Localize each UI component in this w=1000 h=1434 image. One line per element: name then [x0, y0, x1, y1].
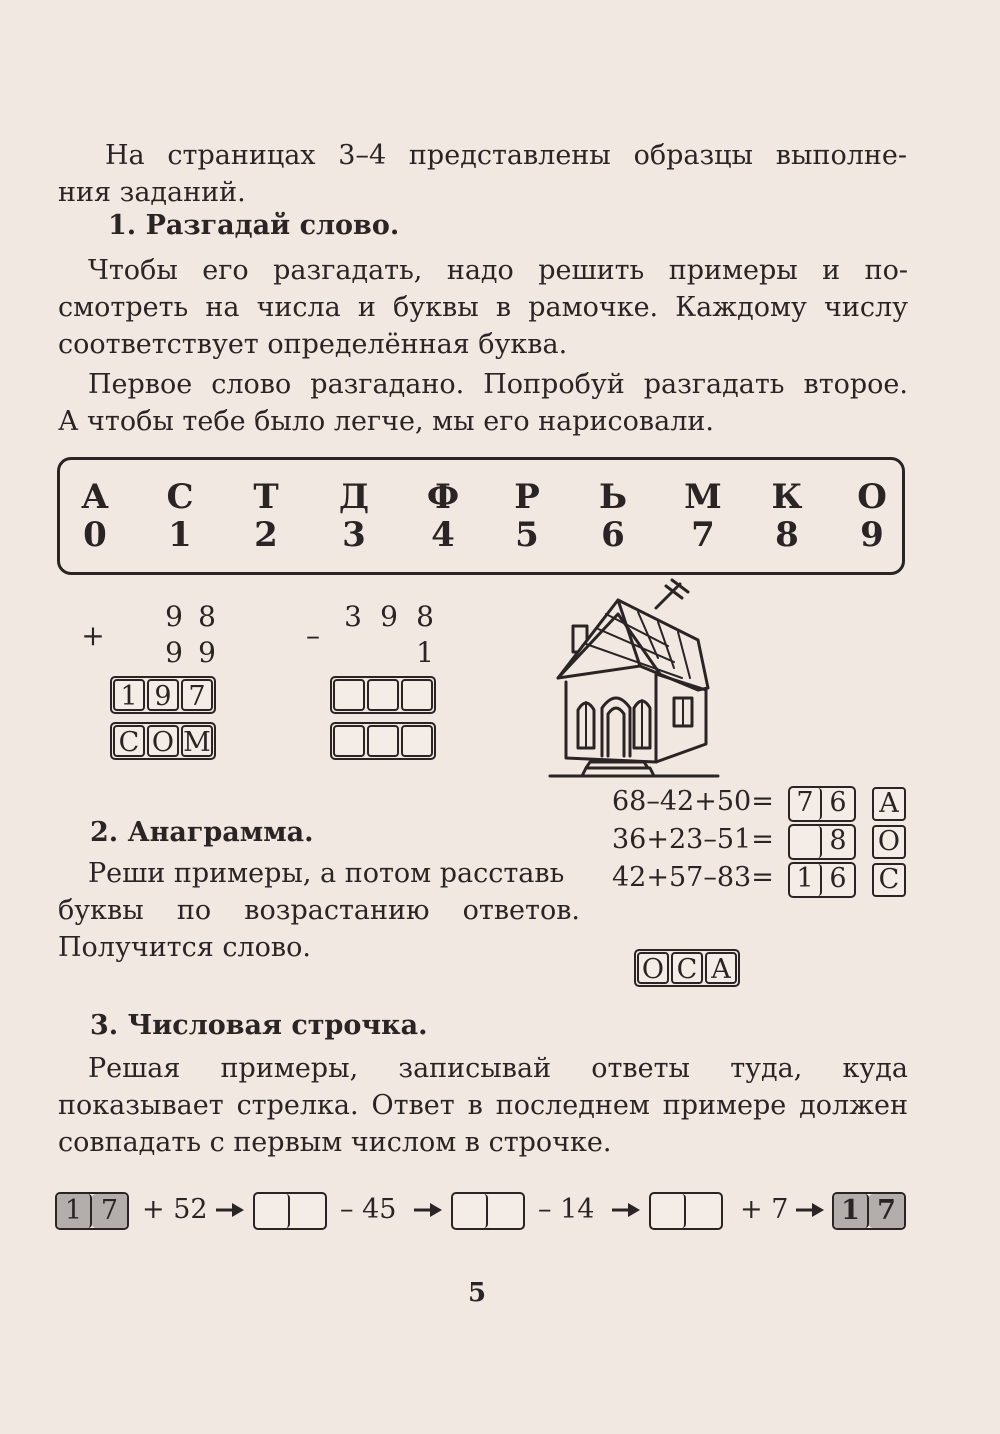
chain-answer-box [649, 1192, 723, 1230]
example1-digit: 9 [165, 600, 183, 633]
task1-title: 1. Разгадай слово. [108, 210, 400, 241]
chain-answer-box [253, 1192, 327, 1230]
answer-cell: 7 [181, 679, 213, 711]
task3-line-3: совпадать с первым числом в строчке. [58, 1127, 612, 1158]
example2-digit: 1 [416, 636, 434, 669]
word-cell[interactable] [401, 725, 433, 757]
answer-cell[interactable] [401, 679, 433, 711]
task2-line-1: Реши примеры, а потом расставь [88, 858, 565, 889]
chain-cell[interactable] [453, 1194, 488, 1228]
intro-line-1: На страницах 3–4 представлены образцы выполне- [105, 140, 907, 171]
chain-cell[interactable] [686, 1194, 721, 1228]
equation-answer [788, 824, 856, 860]
example2-word-row [330, 722, 436, 760]
arrow-right-icon [796, 1200, 826, 1220]
chain-digit: 7 [869, 1194, 904, 1228]
key-letter: О [857, 477, 887, 517]
key-letter: Д [338, 477, 370, 517]
task3-line-2: показывает стрелка. Ответ в последнем примере должен [58, 1090, 908, 1121]
anagram-word-row [634, 949, 740, 987]
chain-operation: – 14 [538, 1194, 595, 1225]
example1-answer-row [110, 676, 216, 714]
chain-cell[interactable] [255, 1194, 290, 1228]
chain-operation: + 52 [142, 1194, 208, 1225]
task1-p1-line-1: Чтобы его разгадать, надо решить примеры и по- [88, 255, 908, 286]
page-number: 5 [468, 1278, 487, 1308]
word-cell[interactable] [367, 725, 399, 757]
word-cell: О [637, 952, 669, 984]
arrow-right-icon [414, 1200, 444, 1220]
example1-digit: 9 [198, 636, 216, 669]
answer-cell[interactable] [367, 679, 399, 711]
chain-operation: – 45 [340, 1194, 397, 1225]
example2-sign: – [306, 619, 320, 652]
word-cell: М [181, 725, 213, 757]
key-letter: А [81, 477, 109, 517]
chain-digit: 1 [57, 1194, 92, 1228]
example2-digit: 9 [380, 600, 398, 633]
equation-text: 36+23–51= [612, 824, 774, 855]
word-cell: С [113, 725, 145, 757]
key-letter: Ф [426, 477, 460, 517]
answer-cell: 1 [790, 864, 822, 896]
key-letter: К [771, 477, 803, 517]
intro-line-2: ния заданий. [58, 177, 246, 208]
task1-p1-line-3: соответствует определённая буква. [58, 329, 568, 360]
answer-cell: 7 [790, 788, 822, 820]
task2-title: 2. Анаграмма. [90, 817, 314, 848]
example1-sign: + [81, 619, 105, 652]
answer-cell [790, 826, 822, 858]
equation-answer [788, 786, 856, 822]
task3-line-1: Решая примеры, записывай ответы туда, куда [88, 1053, 908, 1084]
answer-cell: 1 [113, 679, 145, 711]
word-cell: С [671, 952, 703, 984]
example1-digit: 9 [165, 636, 183, 669]
arrow-right-icon [612, 1200, 642, 1220]
key-digit: 8 [775, 515, 799, 555]
key-letter: Т [253, 477, 279, 517]
example2-answer-row [330, 676, 436, 714]
task2-line-2: буквы по возрастанию ответов. [58, 895, 580, 926]
key-digit: 5 [515, 515, 539, 555]
task1-p2-line-1: Первое слово разгадано. Попробуй разгадать второе. [88, 369, 908, 400]
task2-line-3: Получится слово. [58, 932, 311, 963]
key-digit: 2 [254, 515, 278, 555]
chain-cell[interactable] [488, 1194, 523, 1228]
word-cell: А [705, 952, 737, 984]
key-digit: 0 [83, 515, 107, 555]
example2-digit: 3 [344, 600, 362, 633]
key-digit: 3 [342, 515, 366, 555]
answer-cell: 8 [822, 826, 854, 858]
chain-start-box [55, 1192, 129, 1230]
chain-digit: 1 [834, 1194, 869, 1228]
letter-cell: А [872, 787, 906, 821]
task1-p1-line-2: смотреть на числа и буквы в рамочке. Каждому числу [58, 292, 908, 323]
arrow-right-icon [216, 1200, 246, 1220]
letter-cell: О [872, 825, 906, 859]
chain-digit: 7 [92, 1194, 127, 1228]
equation-answer [788, 862, 856, 898]
key-letter: Р [514, 477, 540, 517]
word-cell[interactable] [333, 725, 365, 757]
example1-word-row [110, 722, 216, 760]
key-digit: 7 [691, 515, 715, 555]
key-digit: 1 [168, 515, 192, 555]
example2-digit: 8 [416, 600, 434, 633]
key-letter: М [684, 477, 722, 517]
key-digit: 9 [860, 515, 884, 555]
key-digit: 6 [601, 515, 625, 555]
house-illustration [548, 578, 728, 780]
chain-cell[interactable] [651, 1194, 686, 1228]
answer-cell: 9 [147, 679, 179, 711]
word-cell: О [147, 725, 179, 757]
answer-cell: 6 [822, 788, 854, 820]
letter-cell: С [872, 863, 906, 897]
task1-p2-line-2: А чтобы тебе было легче, мы его нарисовали. [58, 406, 714, 437]
example1-digit: 8 [198, 600, 216, 633]
answer-cell[interactable] [333, 679, 365, 711]
equation-text: 42+57–83= [612, 862, 774, 893]
chain-end-box [832, 1192, 906, 1230]
task3-title: 3. Числовая строчка. [90, 1010, 428, 1041]
equation-text: 68–42+50= [612, 786, 774, 817]
chain-answer-box [451, 1192, 525, 1230]
key-letter: Ь [598, 477, 628, 517]
chain-operation: + 7 [740, 1194, 789, 1225]
key-digit: 4 [431, 515, 455, 555]
key-letter: С [166, 477, 194, 517]
chain-cell[interactable] [290, 1194, 325, 1228]
answer-cell: 6 [822, 864, 854, 896]
